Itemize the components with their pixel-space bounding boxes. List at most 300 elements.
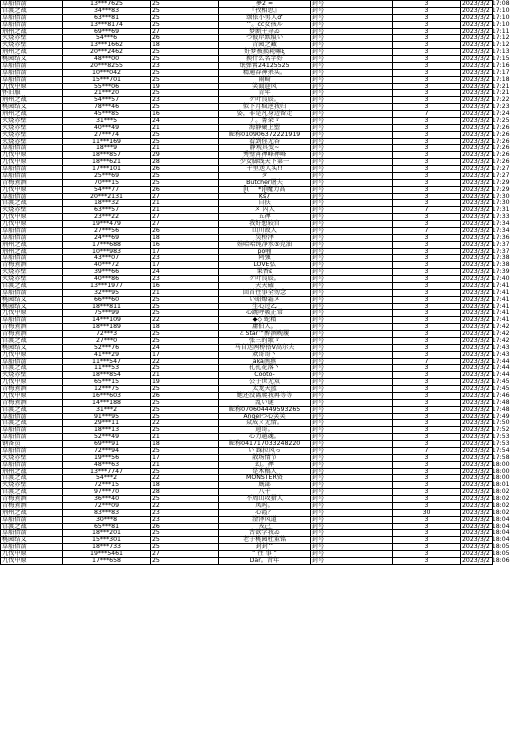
time-cell: 2023/3/2 17:18	[462, 75, 510, 83]
level-cell: 22	[151, 317, 219, 324]
server-cell: 草船借箭	[1, 1, 63, 8]
server-cell: 怀旧服	[1, 90, 63, 97]
action-cell: 封号	[311, 358, 393, 365]
server-cell: 桃园结义	[1, 344, 63, 351]
server-cell: 草船借箭	[1, 62, 63, 69]
account-cell: 52***49	[63, 434, 151, 441]
action-cell: 封号	[311, 227, 393, 234]
table-row	[1, 427, 493, 434]
time-cell: 2023/3/2 17:43	[462, 343, 510, 351]
server-cell: 草船借箭	[1, 413, 63, 420]
action-cell: 封号	[311, 248, 393, 255]
level-cell: 25	[151, 69, 219, 76]
account-cell: 20***2462	[63, 49, 151, 56]
level-cell: 24	[151, 117, 219, 124]
server-cell: 荆州之战	[1, 509, 63, 516]
table-row	[1, 262, 493, 269]
level-cell: 25	[151, 331, 219, 338]
days-cell: 3	[393, 303, 461, 310]
nickname-cell: 昵称070604449593265	[219, 406, 311, 413]
action-cell: 封号	[311, 21, 393, 28]
days-cell: 3	[393, 248, 461, 255]
table-row	[1, 241, 493, 248]
table-row	[1, 482, 493, 489]
level-cell: 26	[151, 35, 219, 42]
server-cell: 荆州之战	[1, 28, 63, 35]
server-cell: 九伐中原	[1, 351, 63, 358]
days-cell: 3	[393, 365, 461, 372]
table-row	[1, 69, 493, 76]
time-cell: 2023/3/2 18:06	[462, 556, 510, 564]
table-row	[1, 372, 493, 379]
server-cell: 草船借箭	[1, 289, 63, 296]
nickname-cell: 逍哥。	[219, 427, 311, 434]
time-cell: 2023/3/2 17:36	[462, 233, 510, 241]
level-cell: 18	[151, 234, 219, 241]
level-cell: 25	[151, 530, 219, 537]
table-row	[1, 406, 493, 413]
action-cell: 封号	[311, 138, 393, 145]
table-row	[1, 296, 493, 303]
action-cell: 封号	[311, 420, 393, 427]
action-cell: 封号	[311, 159, 393, 166]
days-cell: 7	[393, 358, 461, 365]
days-cell: 3	[393, 502, 461, 509]
account-cell: 25***69	[63, 172, 151, 179]
server-cell: 草船借箭	[1, 544, 63, 551]
server-cell: 火烧赤壁	[1, 454, 63, 461]
days-cell: 3	[393, 166, 461, 173]
nickname-cell: 公子世无双	[219, 379, 311, 386]
nickname-cell: 淦泽风道	[219, 516, 311, 523]
server-cell: 宫渡之战	[1, 406, 63, 413]
server-cell: 宫渡之战	[1, 7, 63, 14]
nickname-cell: 庸伯人。	[219, 324, 311, 331]
account-cell: 72***09	[63, 502, 151, 509]
level-cell: 25	[151, 179, 219, 186]
nickname-cell: 秀璧宵禅峰禅峰	[219, 152, 311, 159]
days-cell: 7	[393, 207, 461, 214]
level-cell: 16	[151, 241, 219, 248]
server-cell: 青梅煮酒	[1, 399, 63, 406]
action-cell: 封号	[311, 351, 393, 358]
level-cell: 21	[151, 124, 219, 131]
days-cell: 3	[393, 172, 461, 179]
server-cell: 草船借箭	[1, 21, 63, 28]
level-cell: 22	[151, 502, 219, 509]
days-cell: 3	[393, 186, 461, 193]
server-cell: 钢备员	[1, 441, 63, 448]
nickname-cell: い昭燎霜メ	[219, 296, 311, 303]
server-cell: 荆州之战	[1, 241, 63, 248]
server-cell: 火烧赤壁	[1, 117, 63, 124]
days-cell: 3	[393, 241, 461, 248]
account-cell: 27***56	[63, 227, 151, 234]
level-cell: 26	[151, 523, 219, 530]
action-cell: 封号	[311, 496, 393, 503]
table-row	[1, 227, 493, 234]
time-cell: 2023/3/2 18:05	[462, 550, 510, 557]
account-cell: 19***479	[63, 221, 151, 228]
account-cell: 30***8	[63, 516, 151, 523]
server-cell: 草船借箭	[1, 227, 63, 234]
action-cell: 封号	[311, 214, 393, 221]
days-cell: 3	[393, 530, 461, 537]
account-cell: 39***66	[63, 269, 151, 276]
time-cell: 2023/3/2 17:12	[462, 41, 510, 49]
level-cell: 23	[151, 255, 219, 262]
server-cell: 青梅煮酒	[1, 386, 63, 393]
level-cell: 23	[151, 97, 219, 104]
time-cell: 2023/3/2 17:31	[462, 206, 510, 214]
server-cell: 宫渡之战	[1, 365, 63, 372]
table-row	[1, 193, 493, 200]
level-cell: 23	[151, 276, 219, 283]
server-cell: 火烧赤壁	[1, 35, 63, 42]
nickname-cell: MONSTER资	[219, 475, 311, 482]
server-cell: 宫渡之战	[1, 489, 63, 496]
account-cell: 18***857	[63, 152, 151, 159]
nickname-cell: Angelつ心笑笑	[219, 413, 311, 420]
action-cell: 封号	[311, 557, 393, 564]
level-cell: 25	[151, 76, 219, 83]
table-row	[1, 392, 493, 399]
table-row	[1, 111, 493, 118]
days-cell: 3	[393, 104, 461, 111]
server-cell: 火烧赤壁	[1, 269, 63, 276]
server-cell: 荆州之战	[1, 49, 63, 56]
days-cell: 3	[393, 386, 461, 393]
level-cell: 24	[151, 269, 219, 276]
nickname-cell: 孔孔花落丶	[219, 365, 311, 372]
server-cell: 宫渡之战	[1, 282, 63, 289]
account-cell: 27***74	[63, 131, 151, 138]
account-cell: 17***101	[63, 166, 151, 173]
table-row	[1, 447, 493, 454]
nickname-cell: 她还没离爬我再等等	[219, 392, 311, 399]
days-cell: 3	[393, 557, 461, 564]
nickname-cell: ^。cc女孩ル	[219, 21, 311, 28]
table-row	[1, 509, 493, 516]
days-cell: 3	[393, 351, 461, 358]
table-row	[1, 317, 493, 324]
action-cell: 封号	[311, 255, 393, 262]
days-cell: 3	[393, 399, 461, 406]
table-row	[1, 351, 493, 358]
level-cell: 21	[151, 145, 219, 152]
nickname-cell: 夢2 ≈	[219, 1, 311, 8]
nickname-cell: 昵称041717033248220	[219, 441, 311, 448]
server-cell: 桃园结义	[1, 303, 63, 310]
nickname-cell: 心跳呼吸正常	[219, 310, 311, 317]
days-cell: 3	[393, 427, 461, 434]
nickname-cell: Butcher屠夫	[219, 179, 311, 186]
level-cell: 25	[151, 7, 219, 14]
account-cell: 48***63	[63, 461, 151, 468]
account-cell: 54***2	[63, 475, 151, 482]
nickname-cell: 静观其变~	[219, 145, 311, 152]
nickname-cell: LOVE弘	[219, 262, 311, 269]
time-cell: 2023/3/2 17:27	[462, 171, 510, 179]
action-cell: 封号	[311, 551, 393, 558]
time-cell: 2023/3/2 17:40	[462, 275, 510, 282]
nickname-cell: 换什么名字好	[219, 56, 311, 63]
nickname-cell: 凤呜。	[219, 502, 311, 509]
time-cell: 2023/3/2 17:49	[462, 412, 510, 420]
time-cell: 2023/3/2 17:27	[462, 165, 510, 172]
server-cell: 草船借箭	[1, 434, 63, 441]
action-cell: 封号	[311, 117, 393, 124]
nickname-cell: 青园之藏	[219, 42, 311, 49]
action-cell: 封号	[311, 1, 393, 8]
days-cell: 7	[393, 227, 461, 234]
days-cell: 3	[393, 193, 461, 200]
action-cell: 封号	[311, 289, 393, 296]
days-cell: 3	[393, 49, 461, 56]
time-cell: 2023/3/2 17:22	[462, 96, 510, 104]
account-cell: 11***53	[63, 365, 151, 372]
nickname-cell: 厩部	[219, 482, 311, 489]
table-row	[1, 523, 493, 530]
action-cell: 封号	[311, 324, 393, 331]
nickname-cell: 众成ㄨ无情。	[219, 420, 311, 427]
table-row	[1, 76, 493, 83]
level-cell: 27	[151, 221, 219, 228]
action-cell: 封号	[311, 269, 393, 276]
action-cell: 封号	[311, 276, 393, 283]
level-cell: 25	[151, 406, 219, 413]
account-cell: 36***40	[63, 496, 151, 503]
account-cell: 17***688	[63, 241, 151, 248]
server-cell: 草船借箭	[1, 516, 63, 523]
table-row	[1, 537, 493, 544]
table-row	[1, 420, 493, 427]
days-cell: 3	[393, 331, 461, 338]
nickname-cell: 心霞？	[219, 509, 311, 516]
days-cell: 3	[393, 551, 461, 558]
time-cell: 2023/3/2 17:41	[462, 295, 510, 303]
account-cell: 27***0	[63, 337, 151, 344]
action-cell: 封号	[311, 344, 393, 351]
days-cell: 3	[393, 69, 461, 76]
nickname-cell: 乱い谜	[219, 399, 311, 406]
days-cell: 3	[393, 282, 461, 289]
time-cell: 2023/3/2 17:12	[462, 34, 510, 42]
level-cell: 25	[151, 537, 219, 544]
level-cell: 28	[151, 489, 219, 496]
level-cell: 23	[151, 516, 219, 523]
account-cell: 18***9	[63, 145, 151, 152]
time-cell: 2023/3/2 17:37	[462, 247, 510, 255]
table-row	[1, 214, 493, 221]
nickname-cell: 阿强	[219, 255, 311, 262]
action-cell: 封号	[311, 331, 393, 338]
days-cell: 3	[393, 337, 461, 344]
action-cell: 封号	[311, 413, 393, 420]
time-cell: 2023/3/2 17:42	[462, 323, 510, 331]
level-cell: 25	[151, 131, 219, 138]
days-cell: 3	[393, 420, 461, 427]
nickname-cell: 封封^	[219, 544, 311, 551]
time-cell: 2023/3/2 17:26	[462, 123, 510, 131]
action-cell: 封号	[311, 241, 393, 248]
nickname-cell: aka南燕	[219, 358, 311, 365]
server-cell: 草船借箭	[1, 461, 63, 468]
nickname-cell: ケ叶良辰。	[219, 97, 311, 104]
nickname-cell: 我好想较宫	[219, 221, 311, 228]
table-row	[1, 186, 493, 193]
days-cell: 3	[393, 200, 461, 207]
server-cell: 九伐中原	[1, 310, 63, 317]
action-cell: 封号	[311, 475, 393, 482]
time-cell: 2023/3/2 18:04	[462, 529, 510, 537]
account-cell: 40***49	[63, 124, 151, 131]
time-cell: 2023/3/2 17:39	[462, 268, 510, 276]
account-cell: 83***83	[63, 509, 151, 516]
server-cell: 草船借箭	[1, 530, 63, 537]
time-cell: 2023/3/2 18:04	[462, 536, 510, 544]
level-cell: 26	[151, 227, 219, 234]
action-cell: 封号	[311, 317, 393, 324]
level-cell: 18	[151, 482, 219, 489]
action-cell: 封号	[311, 372, 393, 379]
nickname-cell: 精通吞神杀头。	[219, 69, 311, 76]
nickname-cell: 戎己	[219, 523, 311, 530]
time-cell: 2023/3/2 17:42	[462, 330, 510, 337]
days-cell: 3	[393, 454, 461, 461]
server-cell: 九伐中原	[1, 159, 63, 166]
days-cell: 3	[393, 124, 461, 131]
account-cell: 41***29	[63, 351, 151, 358]
level-cell: 26	[151, 186, 219, 193]
time-cell: 2023/3/2 18:02	[462, 488, 510, 496]
nickname-cell: タ	[219, 172, 311, 179]
account-cell: 65***15	[63, 379, 151, 386]
server-cell: 火烧赤壁	[1, 131, 63, 138]
time-cell: 2023/3/2 17:26	[462, 137, 510, 145]
level-cell: 25	[151, 1, 219, 8]
level-cell: 21	[151, 200, 219, 207]
time-cell: 2023/3/2 17:11	[462, 27, 510, 35]
level-cell: 26	[151, 166, 219, 173]
level-cell: 27	[151, 214, 219, 221]
account-cell: 11***169	[63, 138, 151, 145]
account-cell: 48***00	[63, 56, 151, 63]
account-cell: 14***109	[63, 317, 151, 324]
nickname-cell: 『孜相思』	[219, 7, 311, 14]
nickname-cell: 吴桥泽	[219, 234, 311, 241]
nickname-cell: 颂依小男人♂	[219, 14, 311, 21]
days-cell: 3	[393, 296, 461, 303]
server-cell: 九伐中原	[1, 186, 63, 193]
days-cell: 3	[393, 56, 461, 63]
nickname-cell: 氓弹霄24125525	[219, 62, 311, 69]
time-cell: 2023/3/2 17:10	[462, 6, 510, 14]
account-cell: 24***69	[63, 234, 151, 241]
level-cell: 16	[151, 111, 219, 118]
level-cell: 25	[151, 365, 219, 372]
action-cell: 封号	[311, 200, 393, 207]
time-cell: 2023/3/2 17:46	[462, 391, 510, 399]
account-cell: 23***22	[63, 214, 151, 221]
time-cell: 2023/3/2 17:30	[462, 199, 510, 207]
action-cell: 封号	[311, 454, 393, 461]
nickname-cell: 好梦被损耗嘛ξ	[219, 49, 311, 56]
table-row	[1, 117, 493, 124]
time-cell: 2023/3/2 17:10	[462, 20, 510, 28]
time-cell: 2023/3/2 17:24	[462, 110, 510, 117]
nickname-cell: ” 往 事 ”	[219, 551, 311, 558]
table-row	[1, 379, 493, 386]
nickname-cell: 梦断千寻ゐ	[219, 28, 311, 35]
nickname-cell: po喃	[219, 248, 311, 255]
server-cell: 草船借箭	[1, 166, 63, 173]
table-row	[1, 502, 493, 509]
server-cell: 宫渡之战	[1, 475, 63, 482]
action-cell: 封号	[311, 262, 393, 269]
time-cell: 2023/3/2 17:30	[462, 192, 510, 200]
nickname-cell: 青年	[219, 90, 311, 97]
action-cell: 封号	[311, 104, 393, 111]
account-cell: 18***621	[63, 159, 151, 166]
level-cell: 22	[151, 358, 219, 365]
level-cell: 25	[151, 447, 219, 454]
account-cell: 18***201	[63, 530, 151, 537]
server-cell: 草船借箭	[1, 447, 63, 454]
time-cell: 2023/3/2 18:02	[462, 495, 510, 502]
days-cell: 3	[393, 152, 461, 159]
action-cell: 封号	[311, 447, 393, 454]
server-cell: 草船借箭	[1, 69, 63, 76]
nickname-cell: 姿，非是凡身边留走	[219, 111, 311, 118]
table-row	[1, 454, 493, 461]
days-cell: 3	[393, 372, 461, 379]
time-cell: 2023/3/2 18:01	[462, 481, 510, 489]
table-body	[1, 0, 510, 565]
action-cell: 封号	[311, 310, 393, 317]
days-cell: 3	[393, 76, 461, 83]
nickname-cell: 山川故人	[219, 227, 311, 234]
action-cell: 封号	[311, 502, 393, 509]
server-cell: 青梅煮酒	[1, 496, 63, 503]
days-cell: 30	[393, 509, 461, 516]
nickname-cell: メ 闪人	[219, 207, 311, 214]
account-cell: 70***15	[63, 179, 151, 186]
table-row	[1, 255, 493, 262]
days-cell: 3	[393, 42, 461, 49]
server-cell: 火烧赤壁	[1, 124, 63, 131]
days-cell: 3	[393, 1, 461, 8]
action-cell: 封号	[311, 35, 393, 42]
server-cell: 九伐中原	[1, 379, 63, 386]
days-cell: 3	[393, 317, 461, 324]
time-cell: 2023/3/2 17:26	[462, 151, 510, 159]
nickname-cell: 散场情节	[219, 454, 311, 461]
nickname-cell: 回首往事全勿念	[219, 289, 311, 296]
time-cell: 2023/3/2 17:13	[462, 48, 510, 56]
server-cell: 草船借箭	[1, 358, 63, 365]
nickname-cell: 千里送人头!!	[219, 166, 311, 173]
action-cell: 封号	[311, 42, 393, 49]
level-cell: 25	[151, 337, 219, 344]
nickname-cell: 老子桃园杜董铭	[219, 537, 311, 544]
server-cell: 桃园结义	[1, 56, 63, 63]
time-cell: 2023/3/2 17:50	[462, 419, 510, 427]
table-row	[1, 276, 493, 283]
action-cell: 封号	[311, 296, 393, 303]
table-row	[1, 516, 493, 523]
action-cell: 封号	[311, 303, 393, 310]
